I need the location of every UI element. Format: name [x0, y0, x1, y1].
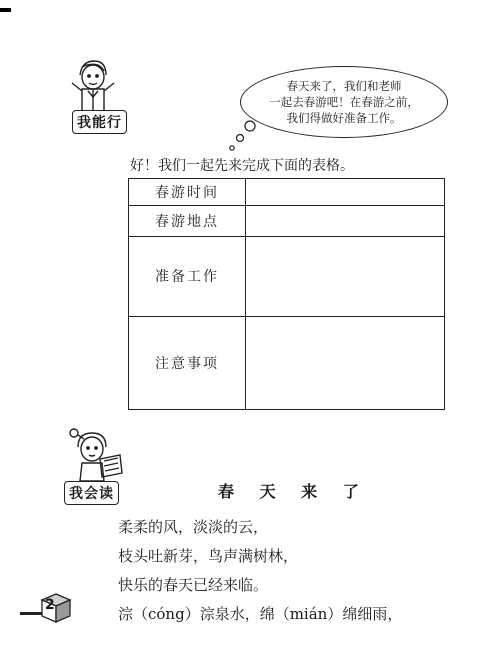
poem-line: 快乐的春天已经来临。	[118, 576, 269, 594]
table-row-label: 注意事项	[129, 316, 246, 409]
planning-table	[128, 178, 445, 410]
table-input-cell[interactable]	[246, 179, 444, 205]
bubble-line: 我们得做好准备工作。	[286, 111, 402, 125]
section-badge-wo-hui-du: 我会读	[64, 481, 119, 505]
instruction-text: 好！我们一起先来完成下面的表格。	[130, 158, 354, 174]
poem-line: 柔柔的风，淡淡的云，	[118, 518, 269, 536]
poem-line: 枝头吐新芽，鸟声满树林，	[118, 547, 299, 565]
table-input-cell[interactable]	[246, 236, 444, 316]
boy-illustration	[62, 55, 122, 115]
bubble-line: 一起去春游吧！在春游之前，	[269, 95, 419, 109]
table-row	[129, 205, 444, 237]
poem-body	[118, 513, 402, 629]
table-input-cell[interactable]	[246, 316, 444, 409]
table-input-cell[interactable]	[246, 205, 444, 236]
poem-title: 春 天 来 了	[218, 482, 369, 501]
table-row	[129, 179, 444, 206]
corner-crop-mark	[0, 8, 11, 12]
table-row-label: 准备工作	[129, 236, 246, 316]
table-row-label: 春游时间	[129, 179, 246, 205]
page-number: 2	[45, 597, 55, 613]
girl-reading-illustration	[64, 425, 126, 483]
bubble-line: 春天来了，我们和老师	[286, 79, 402, 93]
speech-bubble-tail	[222, 118, 262, 158]
table-row	[129, 316, 444, 409]
table-row	[129, 236, 444, 317]
poem-line: 淙（cóng）淙泉水，绵（mián）绵细雨，	[118, 605, 403, 623]
page-number-cube-icon	[38, 590, 72, 624]
speech-bubble	[240, 66, 448, 138]
table-row-label: 春游地点	[129, 205, 246, 236]
section-badge-wo-neng-xing: 我能行	[72, 110, 127, 134]
